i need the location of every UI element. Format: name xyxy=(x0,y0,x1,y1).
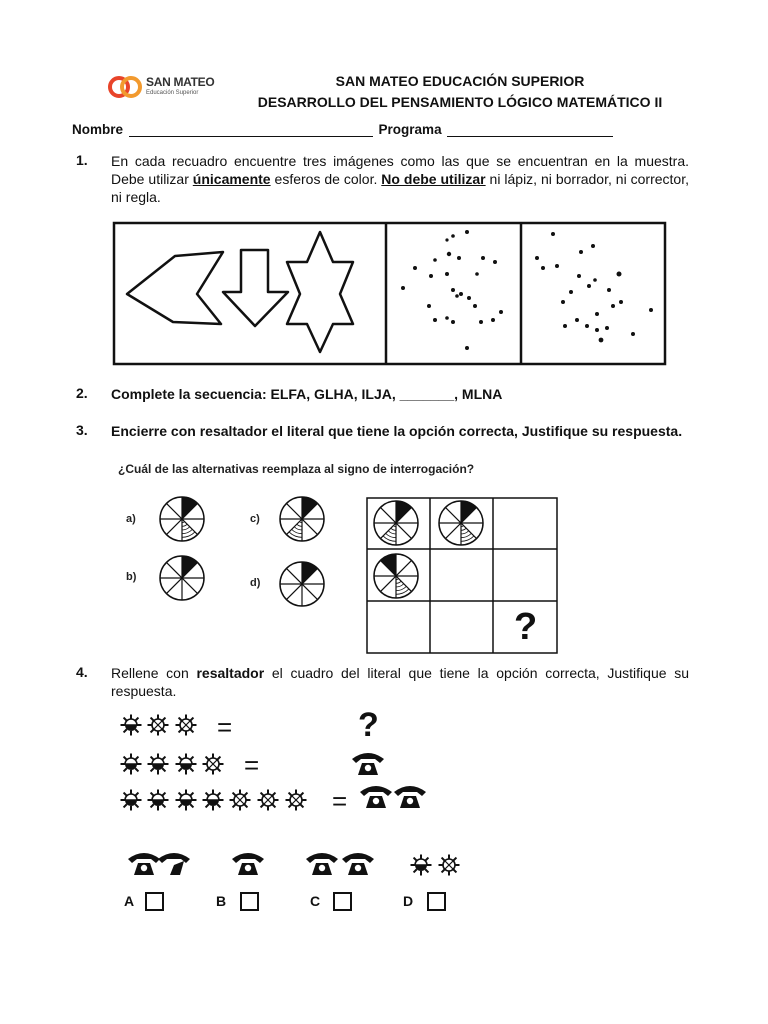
eq3-sun-5 xyxy=(230,790,251,811)
q4-number: 4. xyxy=(76,664,88,680)
eq1-sun-3 xyxy=(176,715,197,736)
q3-number: 3. xyxy=(76,422,88,438)
q1-number: 1. xyxy=(76,152,88,168)
answer-d-label: D xyxy=(403,893,414,909)
eq1-unknown: ? xyxy=(358,706,379,744)
q1-emphasis-no-debe: No debe utilizar xyxy=(381,171,486,187)
q2-number: 2. xyxy=(76,385,88,401)
answer-d-checkbox[interactable] xyxy=(427,892,446,911)
eq1-sun-1 xyxy=(121,715,142,736)
answer-a-phone-icon xyxy=(128,853,160,875)
eq3-phone-icon-2 xyxy=(394,786,426,808)
option-b-label: b) xyxy=(126,571,137,583)
answer-a-checkbox[interactable] xyxy=(145,892,164,911)
answer-a-label: A xyxy=(124,893,135,909)
eq2-sun-3 xyxy=(176,754,197,775)
eq3-equals: = xyxy=(332,786,348,816)
answer-a-half-phone-icon xyxy=(158,853,190,875)
answer-c-checkbox[interactable] xyxy=(333,892,352,911)
eq2-phone-icon xyxy=(352,753,384,775)
eq3-sun-1 xyxy=(121,790,142,811)
q1-text: En cada recuadro encuentre tres imágenes como las que se encuentran en la muestra. Debe utilizar únicamente esferos de color. No debe utilizar ni lápiz, ni borrador, ni corrector, ni regla. xyxy=(111,153,689,205)
answer-b-label: B xyxy=(216,893,227,909)
q2-text: Complete la secuencia: ELFA, GLHA, ILJA, _______, MLNA xyxy=(111,386,503,402)
eq3-sun-4 xyxy=(203,790,224,811)
eq3-phone-icon-1 xyxy=(360,786,392,808)
eq1-sun-2 xyxy=(148,715,169,736)
answer-b-checkbox[interactable] xyxy=(240,892,259,911)
answer-d-sun-filled xyxy=(411,855,432,876)
answer-c-phone-icon-1 xyxy=(306,853,338,875)
option-a-label: a) xyxy=(126,513,136,525)
eq2-equals: = xyxy=(244,750,260,780)
q3-text: Encierre con resaltador el literal que tiene la opción correcta, Justifique su respuesta. xyxy=(111,423,683,439)
eq3-sun-7 xyxy=(286,790,307,811)
eq3-sun-3 xyxy=(176,790,197,811)
logo-name: SAN MATEO xyxy=(146,75,215,89)
q4-text: Rellene con resaltador el cuadro del literal que tiene la opción correcta, Justifique su respuesta. xyxy=(111,665,690,699)
eq3-sun-2 xyxy=(148,790,169,811)
programa-label: Programa xyxy=(378,122,442,137)
answer-c-phone-icon-2 xyxy=(342,853,374,875)
course-title: DESARROLLO DEL PENSAMIENTO LÓGICO MATEMÁTICO II xyxy=(257,94,663,110)
answer-d-sun-hollow xyxy=(439,855,460,876)
q3-unknown-mark: ? xyxy=(514,606,538,648)
q4-emphasis: resaltador xyxy=(196,665,265,681)
q1-emphasis-unicamente: únicamente xyxy=(192,171,271,187)
option-d-label: d) xyxy=(250,577,261,589)
eq2-sun-2 xyxy=(148,754,169,775)
logo-subtitle: Educación Superior xyxy=(146,90,199,96)
eq2-sun-1 xyxy=(121,754,142,775)
eq2-sun-4 xyxy=(203,754,224,775)
institution-title: SAN MATEO EDUCACIÓN SUPERIOR xyxy=(335,73,585,89)
answer-c-label: C xyxy=(310,893,321,909)
q3-question: ¿Cuál de las alternativas reemplaza al signo de interrogación? xyxy=(118,462,475,476)
answer-b-phone-icon xyxy=(232,853,264,875)
option-c-label: c) xyxy=(250,513,260,525)
eq1-equals: = xyxy=(217,712,233,742)
eq3-sun-6 xyxy=(258,790,279,811)
nombre-label: Nombre xyxy=(72,122,124,137)
